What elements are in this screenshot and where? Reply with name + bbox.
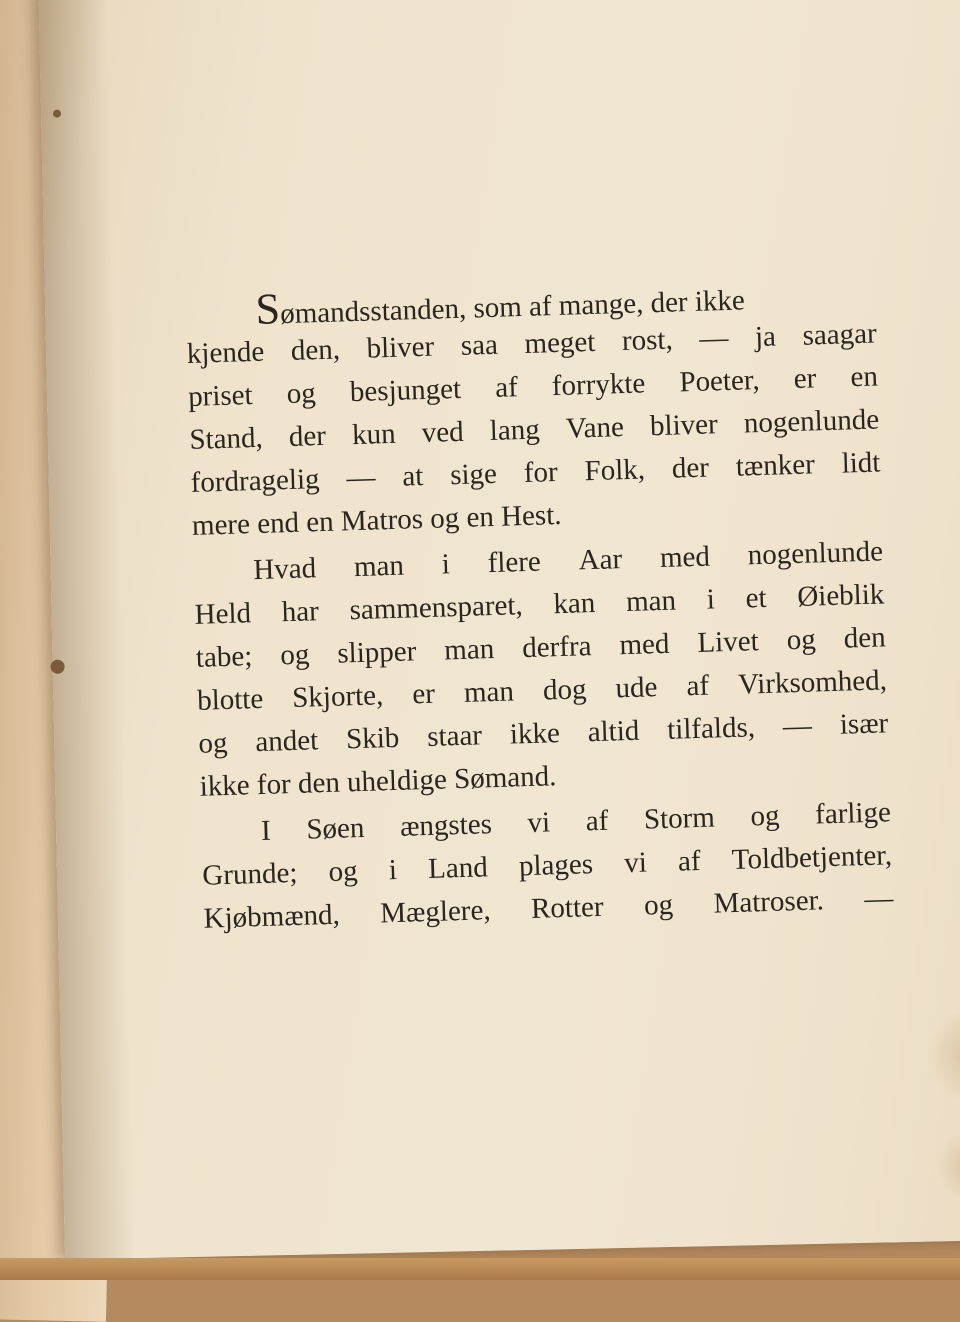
word: for: [523, 456, 559, 490]
page-stain: [920, 1009, 960, 1101]
word: der: [288, 419, 327, 453]
word: at: [401, 460, 424, 493]
word: med: [659, 540, 711, 575]
word: af: [585, 804, 609, 838]
word: I: [260, 814, 272, 847]
word: man: [443, 632, 495, 667]
word: nogenlunde: [747, 535, 884, 572]
word: Rotter: [530, 890, 605, 925]
word: blotte: [196, 682, 264, 717]
word: der: [671, 451, 710, 485]
word: den: [843, 621, 887, 655]
word: et: [745, 581, 768, 615]
word: andet: [254, 724, 319, 759]
word: af: [677, 844, 702, 878]
word: i: [706, 583, 716, 616]
word: man: [353, 549, 405, 584]
word: vi: [527, 806, 551, 840]
page-text: [185, 270, 894, 941]
word: saagar: [802, 317, 878, 352]
word: af: [685, 669, 710, 703]
word: ængstes: [399, 808, 493, 843]
word: tabe;: [195, 640, 253, 674]
word: en: [849, 360, 879, 394]
word: i: [441, 548, 451, 581]
word: Land: [427, 851, 489, 886]
word: og: [643, 888, 674, 922]
word: og: [286, 377, 317, 411]
text-line: mere end en Matros og en Hest.: [191, 498, 562, 542]
word: fordragelig: [190, 463, 320, 499]
word: dog: [542, 673, 587, 707]
word: meget: [524, 325, 596, 360]
word: rost,: [621, 323, 674, 358]
word: staar: [426, 719, 483, 754]
word: vi: [623, 846, 648, 880]
word: —: [698, 321, 729, 355]
word: lang: [489, 413, 541, 448]
word: er: [411, 677, 436, 711]
word: —: [345, 461, 376, 495]
word: ikke: [509, 717, 561, 751]
page-stain: [933, 1130, 960, 1202]
word: og: [328, 855, 359, 888]
word: Stand,: [188, 421, 264, 456]
word: Storm: [643, 801, 716, 836]
word: og: [786, 623, 817, 657]
word: og: [197, 726, 228, 760]
word: slipper: [336, 635, 417, 670]
word: sammensparet,: [349, 589, 524, 627]
word: Poeter,: [678, 364, 761, 399]
word: man: [463, 675, 515, 709]
word: kan: [552, 586, 596, 621]
word: ude: [615, 671, 658, 705]
word: man: [625, 584, 677, 619]
drop-cap: S: [254, 284, 281, 334]
word: Held: [194, 597, 252, 631]
word: —: [782, 709, 813, 743]
word: er: [793, 362, 817, 395]
table-surface: [0, 1258, 960, 1280]
word: altid: [587, 714, 640, 749]
word: ja: [754, 320, 777, 354]
word: plages: [518, 848, 594, 883]
word: Folk,: [584, 453, 646, 488]
word: tænker: [735, 448, 816, 483]
word: Matroser.: [713, 884, 825, 920]
word: og: [750, 799, 780, 833]
word: bliver: [649, 408, 719, 443]
word: saa: [460, 328, 499, 362]
word: Søen: [305, 811, 365, 846]
word: flere: [487, 545, 542, 580]
word: lidt: [841, 446, 881, 480]
word: kun: [351, 417, 397, 452]
word: priset: [187, 379, 254, 413]
word: i: [388, 853, 398, 887]
word: Virksomhed,: [737, 664, 888, 701]
word: af: [494, 371, 519, 404]
word: Toldbetjenter,: [731, 839, 893, 877]
word: især: [839, 707, 889, 741]
word: Aar: [578, 543, 623, 577]
word: besjunget: [349, 372, 462, 409]
word: forrykte: [551, 367, 646, 403]
word: tilfalds,: [666, 711, 756, 746]
word: den,: [290, 333, 341, 367]
word: Øieblik: [796, 578, 885, 613]
word: Kjøbmænd,: [203, 898, 341, 935]
line-text: Sømandsstanden, som af mange, der ikke: [254, 284, 746, 334]
word: har: [281, 595, 320, 629]
word: farlige: [814, 796, 892, 831]
word: med: [619, 627, 670, 662]
word: derfra: [521, 630, 592, 665]
text-line: ikke for den uheldige Sømand.: [199, 760, 557, 803]
word: Grunde;: [201, 856, 298, 892]
word: og: [279, 638, 310, 672]
word: bliver: [366, 330, 435, 365]
word: nogenlunde: [743, 403, 880, 440]
word: Mæglere,: [379, 894, 492, 930]
word: —: [863, 882, 894, 916]
word: kjende: [186, 335, 265, 370]
word: sige: [449, 457, 498, 492]
word: Vane: [565, 411, 625, 445]
word: Skjorte,: [291, 679, 384, 714]
word: ved: [421, 415, 465, 450]
word: Skib: [345, 721, 400, 756]
word: Hvad: [252, 552, 317, 587]
word: Livet: [696, 625, 760, 659]
